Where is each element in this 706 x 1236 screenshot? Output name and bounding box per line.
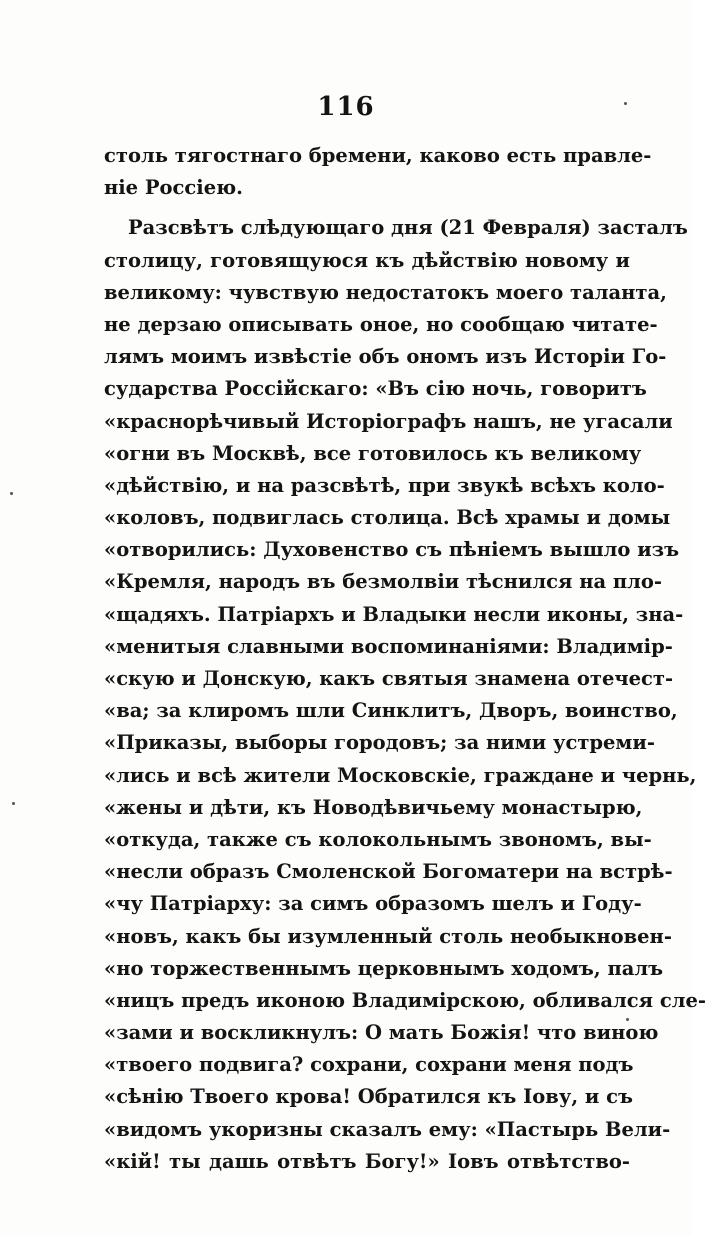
paper-speck xyxy=(624,102,627,105)
body-text xyxy=(104,140,706,1178)
text-line: не дерзаю описывать оное, но сообщаю читате- xyxy=(104,312,658,336)
text-line: «отворились: Духовенство съ пѣніемъ вышло изъ xyxy=(104,538,680,562)
paper-speck xyxy=(12,802,15,805)
paper-speck xyxy=(10,492,13,495)
text-line: «твоего подвига? сохрани, сохрани меня подъ xyxy=(104,1053,634,1077)
text-line: «коловъ, подвиглась столица. Всѣ храмы и домы xyxy=(104,506,671,530)
text-line: «откуда, также съ колокольнымъ звономъ, вы- xyxy=(104,827,652,851)
text-line: «видомъ укоризны сказалъ ему: «Пастырь Вели- xyxy=(104,1117,671,1141)
text-line: лямъ моимъ извѣстіе объ ономъ изъ Исторіи Го- xyxy=(104,345,667,369)
text-line: «скую и Донскую, какъ святыя знамена отечест- xyxy=(104,667,674,690)
text-line: «но торжественнымъ церковнымъ ходомъ, палъ xyxy=(104,956,664,980)
text-line: «зами и воскликнулъ: О мать Божія! что виною xyxy=(104,1021,659,1045)
paragraph-gap xyxy=(104,204,630,212)
text-line: «дѣйствію, и на разсвѣтѣ, при звукѣ всѣхъ коло- xyxy=(104,473,665,497)
text-line: «ва; за клиромъ шли Синклитъ, Дворъ, воинство, xyxy=(104,699,678,723)
text-line: «ницъ предъ иконою Владимірскою, обливался сле- xyxy=(104,988,706,1012)
text-line: «жены и дѣти, къ Новодѣвичьему монастырю, xyxy=(104,795,643,819)
text-line: «огни въ Москвѣ, все готовилось къ великому xyxy=(104,441,642,465)
text-line: столь тягостнаго бремени, каково есть правле- xyxy=(104,144,652,167)
text-line: Разсвѣтъ слѣдующаго дня (21 Февраля) засталъ xyxy=(128,216,688,240)
text-line: «сѣнію Твоего крова! Обратился къ Іову, и съ xyxy=(104,1085,633,1109)
text-line: сударства Россійскаго: «Въ сію ночь, говоритъ xyxy=(104,377,647,401)
text-line: «новъ, какъ бы изумленный столь необыкновен- xyxy=(104,924,672,948)
text-line: ніе Россіею. xyxy=(104,176,243,200)
text-line: «лись и всѣ жители Московскіе, граждане и чернь, xyxy=(104,763,697,787)
text-line: «менитыя славными воспоминаніями: Владимір- xyxy=(104,634,673,658)
text-line: «краснорѣчивый Исторіографъ нашъ, не угасали xyxy=(104,409,673,433)
text-line: «кій! ты дашь отвѣтъ Богу!» Іовъ отвѣтство- xyxy=(104,1149,630,1173)
text-line: столицу, готовящуюся къ дѣйствію новому и xyxy=(104,248,630,272)
text-line: «чу Патріарху: за симъ образомъ шелъ и Году- xyxy=(104,892,642,916)
paper-speck xyxy=(626,1018,629,1021)
page-number: 116 xyxy=(317,92,375,122)
text-line: «несли образъ Смоленской Богоматери на встрѣ- xyxy=(104,860,673,884)
text-line: великому: чувствую недостатокъ моего таланта, xyxy=(104,280,667,304)
text-line: «Кремля, народъ въ безмолвіи тѣснился на пло- xyxy=(104,570,663,594)
text-line: «щадяхъ. Патріархъ и Владыки несли иконы, зна- xyxy=(104,602,684,626)
text-line: «Приказы, выборы городовъ; за ними устреми- xyxy=(104,731,655,755)
